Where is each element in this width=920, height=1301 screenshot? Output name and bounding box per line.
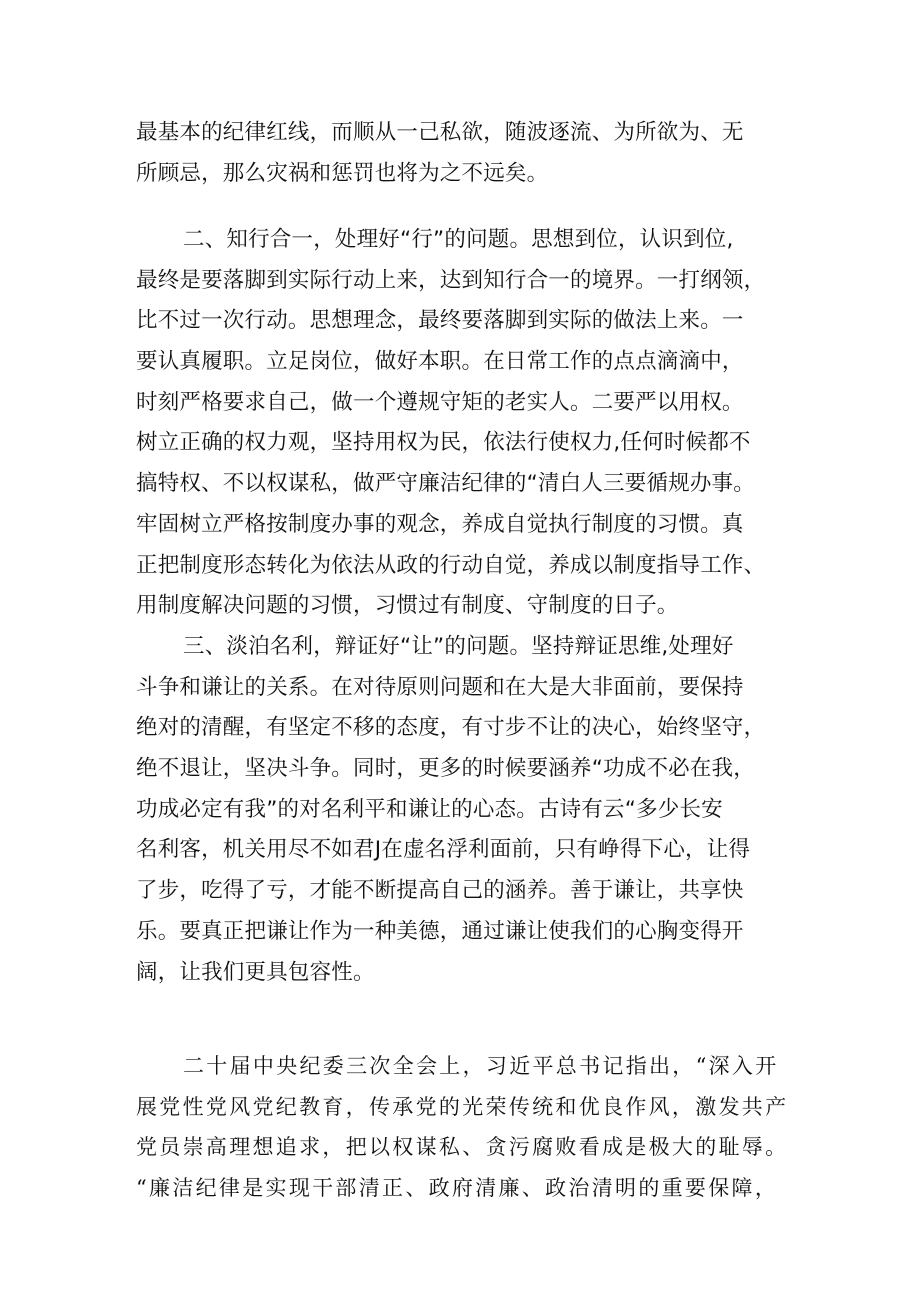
text-line: 搞特权、不以权谋私，做严守廉洁纪律的“清白人三要循规办事。 [136,471,755,497]
text-line: 阔，让我们更具包容性。 [136,959,375,985]
text-line: 展党性党风党纪教育，传承党的光荣传统和优良作风，激发共产 [136,1094,789,1119]
text-line: 最终是要落脚到实际行动上来，达到知行合一的境界。一打纲领， [136,267,766,293]
text-line: 用制度解决问题的习惯，习惯过有制度、守制度的日子。 [136,593,679,619]
text-line: 最基本的纪律红线，而顺从一己私欲，随波逐流、为所欲为、无 [136,120,744,145]
text-line: 名利客，机关用尽不如君J在虚名浮利面前，只有峥得下心，让得 [136,837,751,863]
text-line: 斗争和谦让的关系。在对待原则问题和在大是大非面前，要保持 [136,674,744,700]
text-line: 绝不退让，坚决斗争。同时，更多的时候要涵养“功成不必在我， [136,756,755,782]
section-heading-line: 二、知行合一，处理好“行”的问题。思想到位，认识到位, [183,227,734,252]
paragraph-section-2-action [136,220,796,627]
text-line: 所顾忌，那么灾祸和惩罚也将为之不远矣。 [136,160,549,186]
text-line: 了步，吃得了亏，才能不断提高自己的涵养。善于谦让，共享快 [136,878,744,904]
text-line: 正把制度形态转化为依法从政的行动自觉，养成以制度指导工作、 [136,552,766,578]
text-line: “廉洁纪律是实现干部清正、政府清廉、政治清明的重要保障， [136,1175,779,1200]
paragraph-plenary-quote [136,1046,796,1208]
text-line: 牢固树立严格按制度办事的观念，养成自觉执行制度的习惯。真 [136,511,744,537]
paragraph-section-3-modesty [136,627,796,993]
text-line: 比不过一次行动。思想理念，最终要落脚到实际的做法上来。一 [136,308,744,334]
text-line: 二十届中央纪委三次全会上，习近平总书记指出，“深入开 [183,1054,779,1078]
text-line: 绝对的清醒，有坚定不移的态度，有寸步不让的决心，始终坚守， [136,715,766,741]
text-line: 树立正确的权力观，坚持用权为民，依法行使权力,任何时候都不 [136,430,751,456]
text-line: 要认真履职。立足岗位，做好本职。在日常工作的点点滴滴中， [136,349,744,375]
paragraph-discipline-redline [136,113,796,194]
text-line: 党员崇高理想追求，把以权谋私、贪污腐败看成是极大的耻辱。 [136,1135,789,1159]
text-line: 乐。要真正把谦让作为一种美德，通过谦让使我们的心胸变得开 [136,918,744,944]
text-line: 功成必定有我”的对名利平和谦让的心态。古诗有云“多少长安 [136,796,723,822]
text-line: 时刻严格要求自己，做一个遵规守矩的老实人。二要严以用权。 [136,389,744,415]
section-heading-line: 三、淡泊名利，辩证好“让”的问题。坚持辩证思维,处理好 [183,634,734,659]
